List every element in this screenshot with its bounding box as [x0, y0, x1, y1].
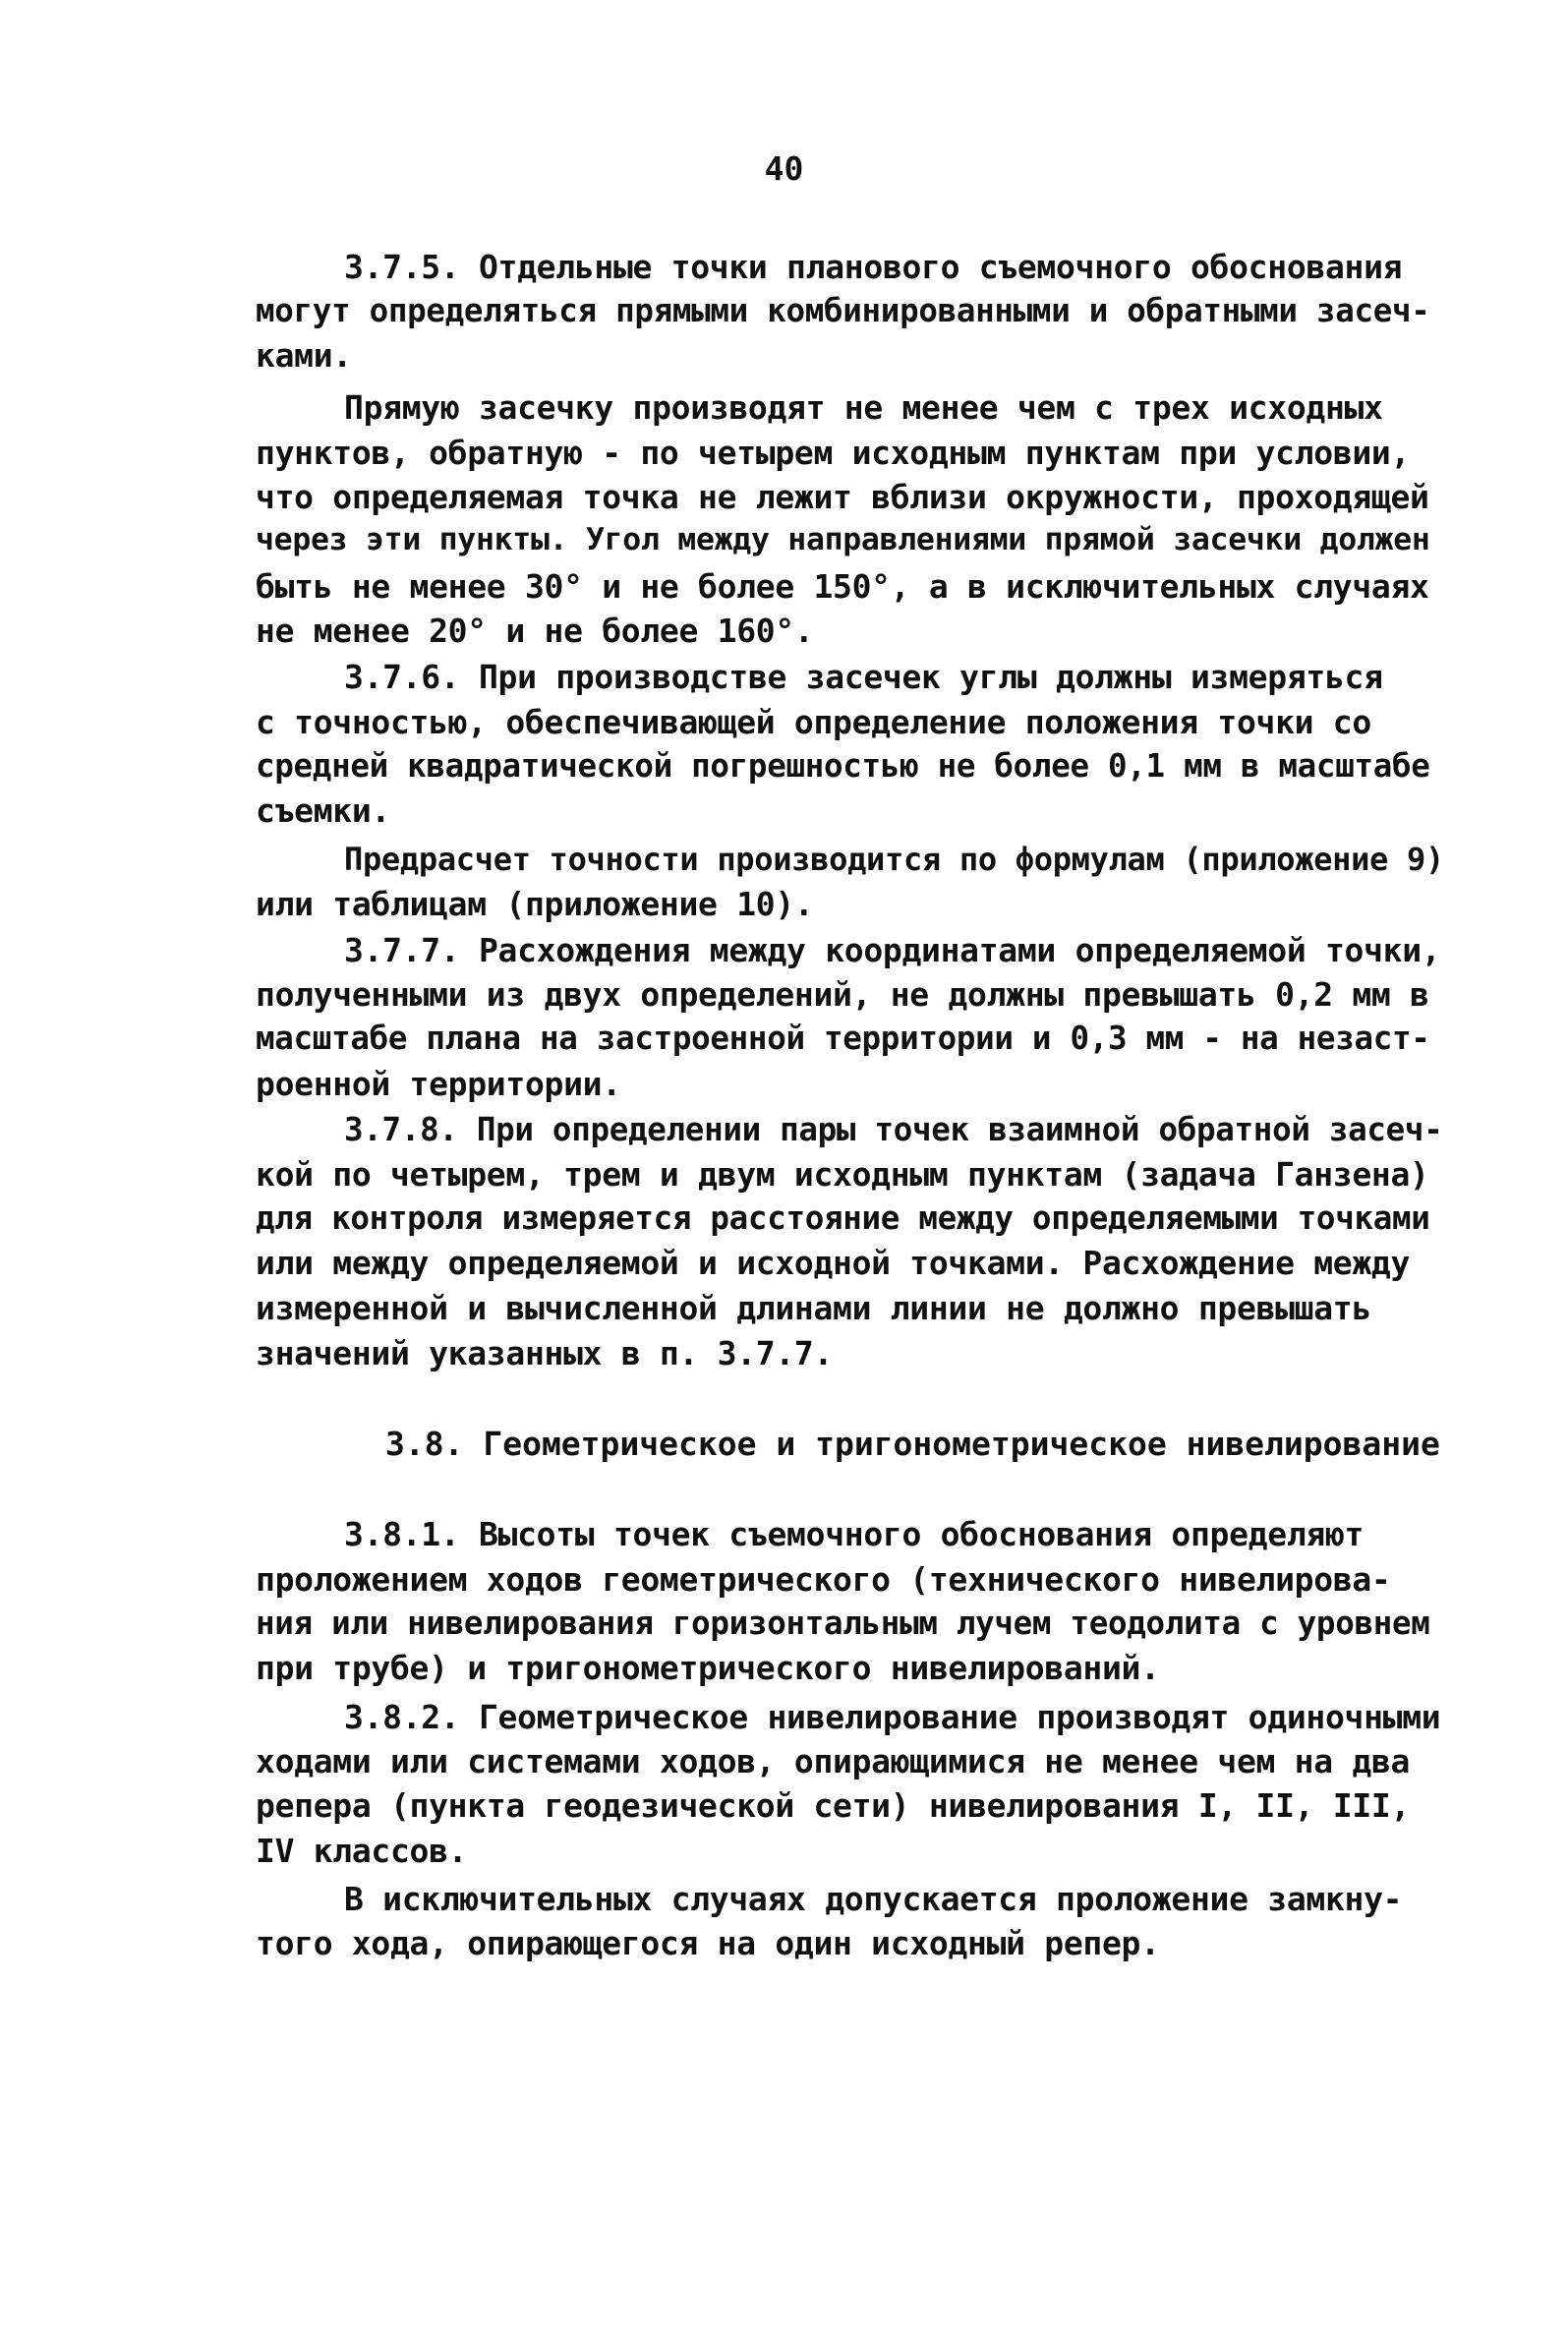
- text-line: проложением ходов геометрического (технического нивелирова-: [256, 1560, 1391, 1599]
- text-line: полученными из двух определений, не должны превышать 0,2 мм в: [256, 975, 1429, 1014]
- text-line: ходами или системами ходов, опирающимися не менее чем на два: [256, 1742, 1411, 1780]
- text-line: 3.7.8. При определении пары точек взаимной обратной засеч-: [344, 1111, 1443, 1148]
- text-line: что определяемая точка не лежит вблизи окружности, проходящей: [256, 478, 1429, 516]
- text-line: средней квадратической погрешностью не более 0,1 мм в масштабе: [256, 747, 1430, 785]
- text-line: или таблицам (приложение 10).: [256, 885, 814, 923]
- text-line: для контроля измеряется расстояние между определяемыми точками: [256, 1199, 1430, 1237]
- text-line: 3.7.5. Отдельные точки планового съемочного обоснования: [344, 248, 1403, 286]
- text-line: 3.8.1. Высоты точек съемочного обоснования определяют: [344, 1515, 1365, 1553]
- text-line: с точностью, обеспечивающей определение положения точки со: [256, 703, 1371, 741]
- text-line: Прямую засечку производят не менее чем с трех исходных: [344, 388, 1383, 427]
- text-line: В исключительных случаях допускается проложение замкну-: [344, 1880, 1403, 1918]
- text-line: ния или нивелирования горизонтальным лучем теодолита с уровнем: [256, 1605, 1430, 1642]
- text-line: через эти пункты. Угол между направлениями прямой засечки должен: [256, 522, 1430, 557]
- text-line: могут определяться прямыми комбинированными и обратными засеч-: [256, 292, 1430, 329]
- text-line: быть не менее 30° и не более 150°, а в исключительных случаях: [256, 567, 1429, 606]
- page-number: 40: [764, 149, 804, 188]
- text-line: 3.7.7. Расхождения между координатами определяемой точки,: [344, 931, 1441, 969]
- text-line: 3.7.6. При производстве засечек углы должны измеряться: [344, 658, 1383, 696]
- text-line: кой по четырем, трем и двум исходным пунктам (задача Ганзена): [256, 1155, 1429, 1194]
- section-heading: 3.8. Геометрическое и тригонометрическое нивелирование: [385, 1425, 1440, 1463]
- text-line: IV классов.: [256, 1832, 468, 1870]
- text-line: репера (пункта геодезической сети) нивелирования I, II, III,: [256, 1786, 1411, 1825]
- text-line: роенной территории.: [256, 1065, 621, 1103]
- text-line: 3.8.2. Геометрическое нивелирование производят одиночными: [344, 1698, 1441, 1736]
- text-line: при трубе) и тригонометрического нивелирований.: [256, 1649, 1160, 1687]
- text-line: Предрасчет точности производится по формулам (приложение 9): [344, 841, 1444, 878]
- text-line: масштабе плана на застроенной территории и 0,3 мм - на незаст-: [256, 1020, 1430, 1057]
- text-line: съемки.: [256, 791, 390, 830]
- text-line: не менее 20° и не более 160°.: [256, 612, 814, 650]
- text-line: или между определяемой и исходной точками. Расхождение между: [256, 1244, 1411, 1282]
- text-line: ками.: [256, 336, 352, 375]
- text-line: пунктов, обратную - по четырем исходным пунктам при условии,: [256, 434, 1411, 472]
- text-line: измеренной и вычисленной длинами линии не должно превышать: [256, 1289, 1371, 1327]
- text-line: того хода, опирающегося на один исходный репер.: [256, 1924, 1160, 1962]
- text-line: значений указанных в п. 3.7.7.: [256, 1334, 834, 1372]
